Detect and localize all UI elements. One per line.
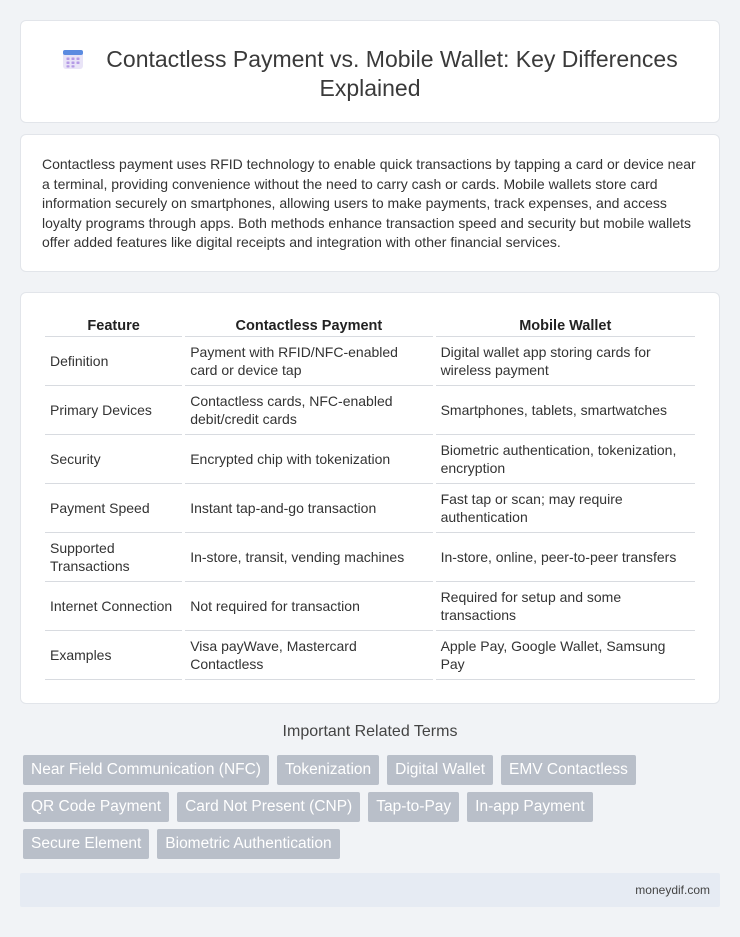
contactless-cell: Instant tap-and-go transaction bbox=[185, 484, 432, 533]
tag-emv-contactless[interactable]: EMV Contactless bbox=[501, 755, 636, 785]
table-row bbox=[45, 337, 695, 386]
intro-paragraph: Contactless payment uses RFID technology to enable quick transactions by tapping a card or device near a terminal, providing convenience without the need to carry cash or cards. Mobile wallets store card information securely on smartphones, allowing users to make payments, track expenses, and access loyalty programs through apps. Both methods enhance transaction speed and security but mobile wallets offer added features like digital receipts and integration with other financial services. bbox=[42, 156, 696, 250]
contactless-cell: Not required for transaction bbox=[185, 582, 432, 631]
tag-tokenization[interactable]: Tokenization bbox=[277, 755, 379, 785]
feature-cell: Definition bbox=[45, 337, 182, 386]
comparison-table bbox=[42, 313, 698, 680]
tag-secure-element[interactable]: Secure Element bbox=[23, 829, 149, 859]
mobile-wallet-cell: In-store, online, peer-to-peer transfers bbox=[436, 533, 695, 582]
mobile-wallet-cell: Apple Pay, Google Wallet, Samsung Pay bbox=[436, 631, 695, 680]
table-row bbox=[45, 582, 695, 631]
table-row bbox=[45, 533, 695, 582]
tag-card-not-present[interactable]: Card Not Present (CNP) bbox=[177, 792, 360, 822]
table-row bbox=[45, 435, 695, 484]
contactless-cell: Encrypted chip with tokenization bbox=[185, 435, 432, 484]
tag-in-app-payment[interactable]: In-app Payment bbox=[467, 792, 592, 822]
tag-digital-wallet[interactable]: Digital Wallet bbox=[387, 755, 493, 785]
footer-bar bbox=[20, 873, 720, 907]
tag-qr-code-payment[interactable]: QR Code Payment bbox=[23, 792, 169, 822]
table-row bbox=[45, 484, 695, 533]
contactless-cell: In-store, transit, vending machines bbox=[185, 533, 432, 582]
intro-card bbox=[20, 134, 720, 272]
header-card bbox=[20, 20, 720, 123]
mobile-wallet-cell: Required for setup and some transactions bbox=[436, 582, 695, 631]
header-mobile-wallet: Mobile Wallet bbox=[436, 313, 695, 337]
table-header-row bbox=[45, 313, 695, 337]
mobile-wallet-cell: Biometric authentication, tokenization, encryption bbox=[436, 435, 695, 484]
table-row bbox=[45, 631, 695, 680]
tag-biometric-authentication[interactable]: Biometric Authentication bbox=[157, 829, 339, 859]
page-title-row bbox=[21, 45, 719, 103]
feature-cell: Examples bbox=[45, 631, 182, 680]
contactless-cell: Contactless cards, NFC-enabled debit/credit cards bbox=[185, 386, 432, 435]
contactless-cell: Visa payWave, Mastercard Contactless bbox=[185, 631, 432, 680]
feature-cell: Internet Connection bbox=[45, 582, 182, 631]
feature-cell: Payment Speed bbox=[45, 484, 182, 533]
header-contactless-payment: Contactless Payment bbox=[185, 313, 432, 337]
header-feature: Feature bbox=[45, 313, 182, 337]
calendar-grid-icon bbox=[62, 48, 84, 70]
contactless-cell: Payment with RFID/NFC-enabled card or device tap bbox=[185, 337, 432, 386]
related-terms-title: Important Related Terms bbox=[282, 723, 458, 740]
page-title: Contactless Payment vs. Mobile Wallet: Key Differences Explained bbox=[106, 46, 678, 101]
comparison-table-card bbox=[20, 292, 720, 704]
tag-nfc[interactable]: Near Field Communication (NFC) bbox=[23, 755, 269, 785]
feature-cell: Primary Devices bbox=[45, 386, 182, 435]
footer-site-link[interactable]: moneydif.com bbox=[635, 883, 710, 897]
feature-cell: Security bbox=[45, 435, 182, 484]
mobile-wallet-cell: Smartphones, tablets, smartwatches bbox=[436, 386, 695, 435]
related-terms-tags bbox=[23, 755, 703, 859]
feature-cell: Supported Transactions bbox=[45, 533, 182, 582]
mobile-wallet-cell: Fast tap or scan; may require authentication bbox=[436, 484, 695, 533]
table-row bbox=[45, 386, 695, 435]
tag-tap-to-pay[interactable]: Tap-to-Pay bbox=[368, 792, 459, 822]
mobile-wallet-cell: Digital wallet app storing cards for wireless payment bbox=[436, 337, 695, 386]
